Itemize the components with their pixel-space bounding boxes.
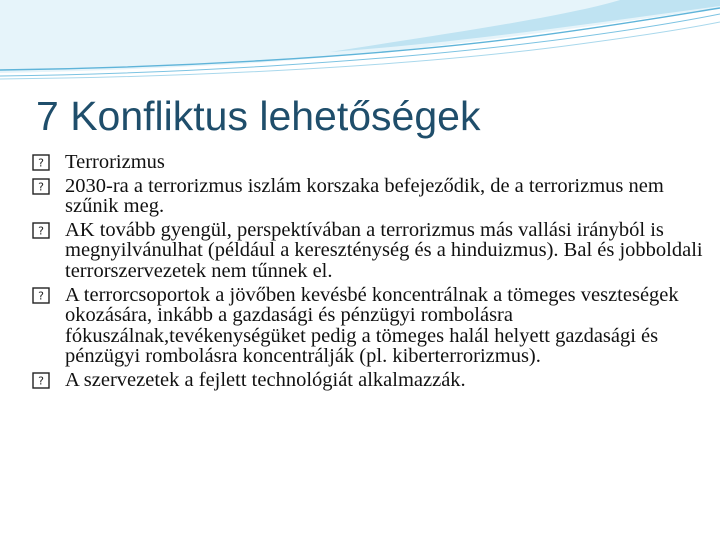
bullet-text: 2030-ra a terrorizmus iszlám korszaka befejeződik, de a terrorizmus nem szűnik meg. bbox=[65, 174, 664, 218]
header-wave-decoration bbox=[0, 0, 720, 80]
svg-text:?: ? bbox=[38, 374, 44, 388]
bullet-item bbox=[32, 370, 712, 391]
bullet-text: A szervezetek a fejlett technológiát alkalmazzák. bbox=[65, 368, 466, 391]
bullet-text: AK tovább gyengül, perspektívában a terrorizmus más vallási irányból is megnyilvánulhat (például a kereszténység és a hinduizmus). Bal és jobboldali terrorszervezetek nem tűnnek el. bbox=[65, 218, 703, 282]
bullet-item bbox=[32, 152, 712, 173]
svg-text:?: ? bbox=[38, 289, 44, 303]
slide-title: 7 Konfliktus lehetőségek bbox=[36, 93, 481, 139]
bullet-list bbox=[32, 152, 712, 394]
svg-text:?: ? bbox=[38, 180, 44, 194]
missing-glyph-icon bbox=[32, 287, 50, 304]
svg-text:?: ? bbox=[38, 224, 44, 238]
missing-glyph-icon bbox=[32, 222, 50, 239]
bullet-item bbox=[32, 176, 712, 217]
missing-glyph-icon bbox=[32, 154, 50, 171]
missing-glyph-icon bbox=[32, 372, 50, 389]
bullet-text: A terrorcsoportok a jövőben kevésbé koncentrálnak a tömeges veszteségek okozására, inkább a gazdasági és pénzügyi rombolásra fókuszálnak,tevékenységüket pedig a tömeges halál helyett gazdasági és pénzügyi rombolásra koncentrálják (pl. kiberterrorizmus). bbox=[65, 283, 679, 368]
svg-text:?: ? bbox=[38, 156, 44, 170]
bullet-item bbox=[32, 220, 712, 282]
bullet-item bbox=[32, 285, 712, 367]
bullet-text: Terrorizmus bbox=[65, 151, 165, 173]
missing-glyph-icon bbox=[32, 178, 50, 195]
